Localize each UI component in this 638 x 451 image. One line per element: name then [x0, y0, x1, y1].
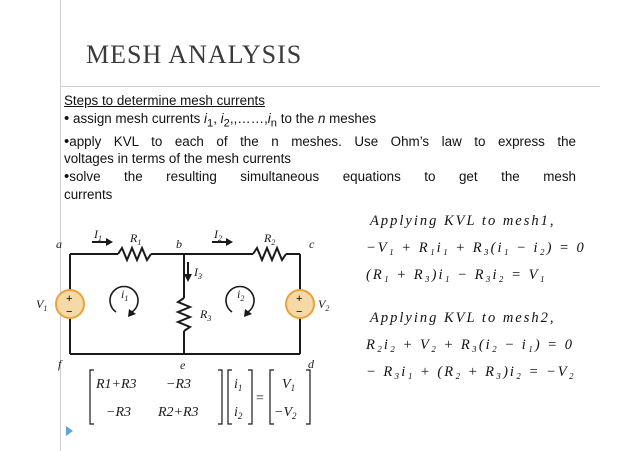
mesh2-equation: R₂i₂ + V₂ + R₃(i₂ − i₁) = 0: [366, 337, 574, 353]
matrix-m12: −R3: [166, 377, 191, 392]
node-c: c: [309, 237, 315, 251]
steps-heading: Steps to determine mesh currents: [64, 93, 265, 108]
v2-minus: −: [296, 306, 303, 318]
v1-minus: −: [66, 306, 73, 318]
title-underline: [60, 86, 600, 87]
bullet: •: [64, 109, 70, 127]
label-v2: $V_2$: [318, 297, 330, 313]
mesh2-heading: Applying KVL to mesh2,: [370, 310, 556, 326]
v2-plus: +: [296, 293, 303, 305]
matrix-m22: R2+R3: [158, 405, 199, 420]
label-r1: $R_1$: [130, 231, 142, 247]
step-1: • assign mesh currents $i_1$, $i_2,,\dots\dots,i_n$ to the n meshes: [64, 109, 377, 130]
label-mesh-i2: $i_2$: [237, 287, 245, 303]
node-b: b: [176, 237, 182, 251]
vector-b1: $V_1$: [282, 377, 296, 393]
label-i1: $I_1$: [94, 227, 102, 243]
node-f: f: [58, 357, 62, 371]
label-i3: $I_3$: [194, 265, 202, 281]
matrix-m11: R1+R3: [96, 377, 137, 392]
circuit-diagram: [28, 226, 338, 374]
node-a: a: [56, 237, 62, 251]
bullet-arrow-icon: [66, 426, 73, 436]
step-3: •solve the resulting simultaneous equations to get the mesh currents: [64, 168, 576, 202]
resistor-r1: [118, 248, 151, 260]
v1-plus: +: [66, 293, 73, 305]
resistor-r3: [178, 298, 190, 331]
mesh2-equation-simplified: − R₃i₁ + (R₂ + R₃)i₂ = −V₂: [366, 364, 576, 380]
vector-x2: $i_2$: [234, 405, 243, 421]
step-2: •apply KVL to each of the n meshes. Use Ohm’s law to express the voltages in terms of the mesh currents: [64, 132, 576, 167]
node-d: d: [308, 357, 314, 371]
label-i2: $I_2$: [214, 227, 222, 243]
mesh1-equation-simplified: (R₁ + R₃)i₁ − R₃i₂ = V₁: [366, 267, 547, 283]
label-v1: $V_1$: [36, 297, 48, 313]
mesh1-equation: −V₁ + R₁i₁ + R₃(i₁ − i₂) = 0: [366, 240, 586, 256]
vector-x1: $i_1$: [234, 377, 243, 393]
node-e: e: [180, 358, 186, 372]
slide-title: MESH ANALYSIS: [86, 40, 303, 69]
label-mesh-i1: $i_1$: [121, 287, 129, 303]
label-r3: $R_3$: [200, 307, 212, 323]
matrix-equation: [88, 368, 318, 428]
resistor-r2: [253, 248, 286, 260]
label-r2: $R_2$: [264, 231, 276, 247]
vector-b2: $-V_2$: [274, 405, 297, 421]
mesh1-heading: Applying KVL to mesh1,: [370, 213, 556, 229]
steps-text: [64, 92, 576, 203]
equals-sign: =: [256, 391, 264, 406]
matrix-m21: −R3: [106, 405, 131, 420]
